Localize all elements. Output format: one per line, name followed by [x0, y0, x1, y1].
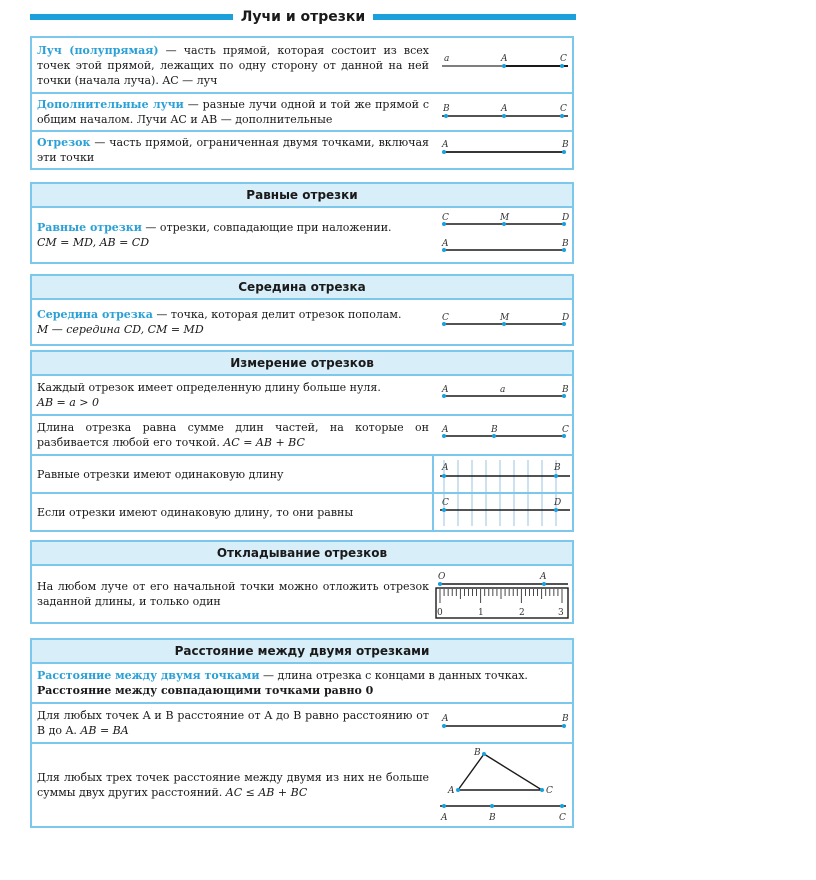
measure-formula-1: AB = a > 0 [37, 396, 100, 409]
seg-label-B: B [562, 140, 569, 150]
dist-definition-2: Расстояние между совпадающими точками равно 0 [37, 684, 374, 697]
equal-formula: CM = MD, AB = CD [37, 236, 150, 249]
lay-row [32, 566, 572, 622]
line-label-B: B [489, 813, 496, 823]
measure-row-2 [32, 416, 572, 456]
lay-label-O: O [438, 572, 446, 582]
dist-row-2 [32, 704, 572, 744]
ruler-3: 3 [558, 608, 564, 618]
measure-row-1 [32, 376, 572, 416]
segment-figure [434, 132, 574, 168]
ray-label-C: C [560, 54, 567, 64]
dist-formula-2: AB = BA [80, 724, 129, 737]
ray-label-A: A [501, 54, 508, 64]
segment-definition: — часть прямой, ограниченная двумя точками, включая эти точки [37, 136, 429, 164]
measure-figure-3 [434, 456, 574, 492]
m1-label-A: A [442, 385, 449, 395]
m4-label-D: D [554, 498, 562, 508]
eq-label-B: B [562, 239, 569, 249]
d2-label-A: A [442, 714, 449, 724]
rays-box [30, 36, 574, 170]
dist-row-1 [32, 664, 572, 704]
dist-definition: — длина отрезка с концами в данных точках. [259, 669, 528, 682]
m4-label-C: C [442, 498, 449, 508]
add-label-C: C [560, 104, 567, 114]
term-ray: Луч (полупрямая) [37, 43, 159, 57]
dist-formula-3: AC ≤ AB + BC [225, 786, 308, 799]
measure-row-3 [32, 456, 572, 494]
term-equal: Равные отрезки [37, 221, 142, 234]
measure-box [30, 350, 574, 532]
equal-definition: — отрезки, совпадающие при наложении. [141, 221, 392, 234]
laying-box [30, 540, 574, 624]
equal-heading: Равные отрезки [32, 184, 572, 208]
m3-label-B: B [554, 463, 561, 473]
lay-figure [434, 566, 574, 622]
term-additional-rays: Дополнительные лучи [37, 98, 184, 111]
measure-row-4 [32, 494, 572, 530]
lay-text: На любом луче от его начальной точки можно отложить отрезок заданной длины, и только один [37, 580, 429, 608]
line-label-C: C [559, 813, 566, 823]
additional-rays-figure [434, 94, 574, 130]
m2-label-A: A [442, 425, 449, 435]
segment-row [32, 132, 572, 168]
eq-label-A: A [442, 239, 449, 249]
dist-heading: Расстояние между двумя отрезками [32, 640, 572, 664]
distance-box [30, 638, 574, 828]
term-distance: Расстояние между двумя точками [37, 669, 260, 682]
m3-label-A: A [442, 463, 449, 473]
measure-figure-2 [434, 416, 574, 454]
m1-label-B: B [562, 385, 569, 395]
middle-definition: — точка, которая делит отрезок пополам. [152, 308, 402, 321]
middle-formula: M — середина CD, CM = MD [37, 323, 204, 336]
mid-label-D: D [562, 313, 570, 323]
d2-label-B: B [562, 714, 569, 724]
line-label-A: A [441, 813, 448, 823]
mid-label-M: M [500, 313, 510, 323]
dist-text-3: Для любых трех точек расстояние между двумя из них не больше суммы двух других расстояний. [37, 771, 429, 799]
measure-heading: Измерение отрезков [32, 352, 572, 376]
mid-label-C: C [442, 313, 449, 323]
page-title: Лучи и отрезки [233, 9, 373, 25]
middle-row [32, 300, 572, 344]
measure-text-2: Длина отрезка равна сумме длин частей, на которые он разбивается любой его точкой. [37, 421, 429, 449]
measure-text-1: Каждый отрезок имеет определенную длину больше нуля. [37, 381, 381, 394]
dist-figure-2 [434, 704, 574, 742]
measure-formula-2: AC = AB + BC [223, 436, 305, 449]
dist-text-2: Для любых точек A и B расстояние от A до B равно расстоянию от B до A. [37, 709, 429, 737]
equal-figure [434, 208, 574, 262]
add-label-B: B [443, 104, 450, 114]
equal-segments-box [30, 182, 574, 264]
tri-label-A: A [448, 786, 455, 796]
section-title-bar [30, 8, 576, 26]
middle-heading: Середина отрезка [32, 276, 572, 300]
m2-label-C: C [562, 425, 569, 435]
ray-label-a: a [444, 54, 450, 64]
measure-figure-4 [434, 494, 574, 530]
add-label-A: A [501, 104, 508, 114]
measure-figure-1 [434, 376, 574, 414]
ruler-0: 0 [437, 608, 443, 618]
ray-row [32, 38, 572, 94]
middle-figure [434, 300, 574, 344]
eq-label-M: M [500, 213, 510, 223]
ruler-2: 2 [519, 608, 525, 618]
ray-figure [434, 38, 574, 92]
dist-figure-3 [434, 744, 574, 826]
tri-label-C: C [546, 786, 553, 796]
eq-label-C: C [442, 213, 449, 223]
equal-row [32, 208, 572, 262]
ray-definition: — часть прямой, которая состоит из всех точек этой прямой, лежащих по одну сторону от данной на ней точки (начала луча). AC — луч [37, 43, 429, 87]
m2-label-B: B [491, 425, 498, 435]
additional-rays-definition: — разные лучи одной и той же прямой с общим началом. Лучи AC и AB — дополнительные [37, 98, 429, 126]
middle-box [30, 274, 574, 346]
additional-rays-row [32, 94, 572, 132]
dist-row-3 [32, 744, 572, 826]
tri-label-B: B [474, 748, 481, 758]
measure-text-3: Равные отрезки имеют одинаковую длину [37, 467, 284, 481]
m1-label-a: a [500, 385, 506, 395]
seg-label-A: A [442, 140, 449, 150]
measure-text-4: Если отрезки имеют одинаковую длину, то они равны [37, 505, 354, 519]
ruler-1: 1 [478, 608, 484, 618]
lay-heading: Откладывание отрезков [32, 542, 572, 566]
eq-label-D: D [562, 213, 570, 223]
term-segment: Отрезок [37, 136, 91, 149]
term-middle: Середина отрезка [37, 308, 153, 321]
lay-label-A: A [540, 572, 547, 582]
